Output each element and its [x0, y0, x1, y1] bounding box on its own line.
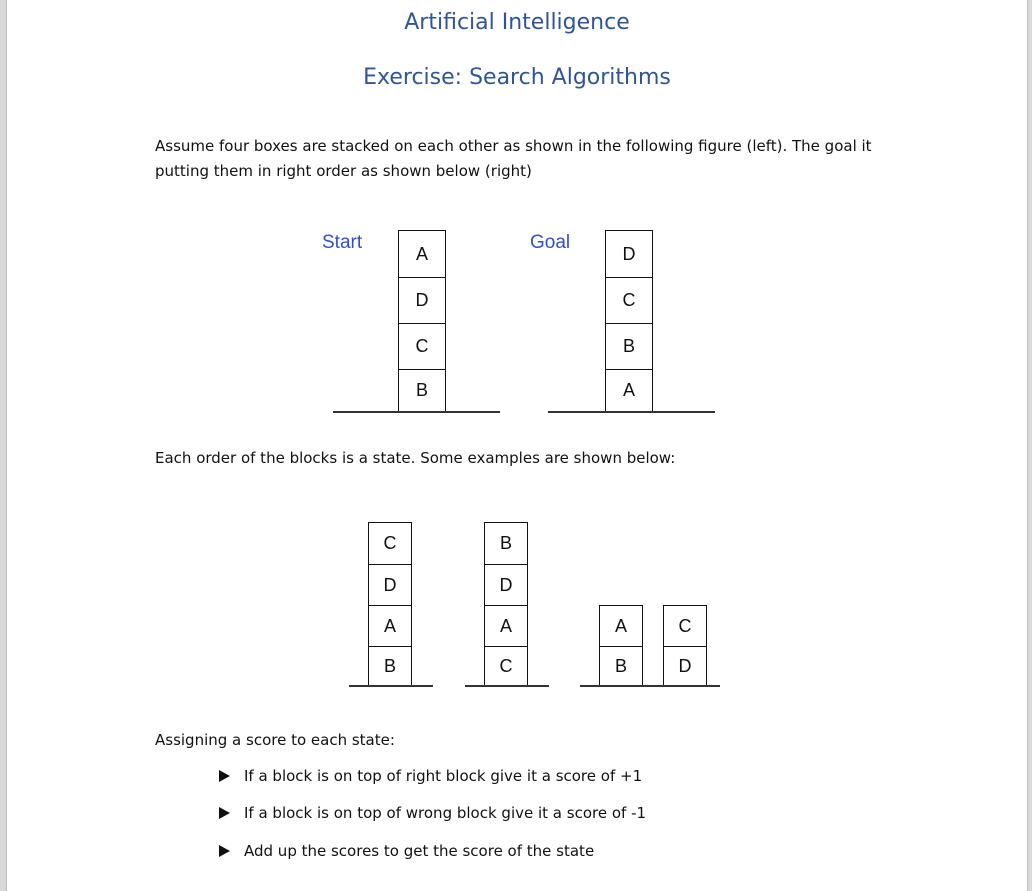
block: D: [663, 646, 707, 686]
triangle-bullet-icon: [219, 807, 230, 819]
block: A: [605, 369, 653, 412]
ground-line: [349, 685, 433, 687]
block: C: [368, 522, 412, 565]
block: A: [368, 605, 412, 647]
triangle-bullet-icon: [219, 845, 230, 857]
block: D: [484, 564, 528, 606]
ground-line: [465, 685, 549, 687]
list-item-text: Add up the scores to get the score of the state: [244, 842, 595, 860]
goal-label: Goal: [530, 232, 571, 253]
document-subtitle: Exercise: Search Algorithms: [363, 65, 671, 90]
block: D: [368, 564, 412, 606]
intro-paragraph: Assume four boxes are stacked on each other as shown in the following figure (left). The goal it putting them in right order as shown below (right): [155, 137, 872, 180]
block: B: [484, 522, 528, 565]
block: C: [398, 323, 446, 370]
block: D: [398, 277, 446, 324]
start-label: Start: [322, 232, 363, 253]
score-heading: Assigning a score to each state:: [155, 731, 395, 749]
list-item-text: If a block is on top of wrong block give it a score of -1: [244, 804, 647, 822]
block: A: [484, 605, 528, 647]
list-item: [219, 842, 594, 860]
list-item: [219, 804, 646, 822]
block: B: [368, 646, 412, 686]
start-ground-line: [333, 411, 500, 413]
states-paragraph: Each order of the blocks is a state. Some examples are shown below:: [155, 449, 676, 467]
triangle-bullet-icon: [219, 770, 230, 782]
block: D: [605, 230, 653, 278]
goal-ground-line: [548, 411, 715, 413]
block: B: [599, 646, 643, 686]
block: C: [663, 605, 707, 647]
list-item: [219, 767, 642, 785]
block: A: [599, 605, 643, 647]
block: C: [605, 277, 653, 324]
block: C: [484, 646, 528, 686]
document-title: Artificial Intelligence: [404, 10, 630, 35]
list-item-text: If a block is on top of right block give it a score of +1: [244, 767, 643, 785]
block: A: [398, 230, 446, 278]
block: B: [605, 323, 653, 370]
block: B: [398, 369, 446, 412]
document-page: [6, 0, 1028, 891]
ground-line: [580, 685, 720, 687]
